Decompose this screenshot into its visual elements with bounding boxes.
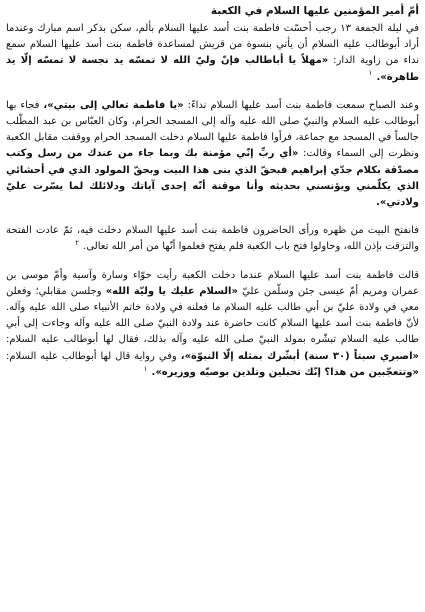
paragraph-2 — [6, 98, 419, 211]
paragraph-2-text-continued: فجاء بها أبوطالب عليه السلام والنبيّ صلى الله عليه وآله إلى المسجد الحرام، وكان العبّاس بن عبد المطّلب جالساً في المسجد مع جماعة، فرأوا فاطمة عليها السلام دخلت المسجد الحرام ووقفت مقابل الكعبة ونظرت إلى السماء وقالت: — [6, 99, 419, 160]
paragraph-4-text-narration: وفي رواية قال لها أبوطالب عليه السلام: — [6, 350, 177, 362]
paragraph-4-greeting: «السلام عليك يا وليّة الله» — [105, 285, 238, 297]
paragraph-2-text: وعند الصباح سمعت فاطمة بنت أسد عليها السلام نداءً: — [187, 99, 419, 111]
paragraph-4-text: قالت فاطمة بنت أسد عليها السلام عندما دخلت الكعبة رأيت حوّاء وسارة وآسية وأمّ موسى بن عمران ومريم أمّ عيسى جئن وسلّمن عليّ — [6, 269, 419, 297]
section-title: أمّ أمير المؤمنين عليها السلام في الكعبة — [210, 5, 419, 17]
footnote-marker[interactable]: ٢ — [75, 239, 79, 248]
paragraph-4 — [6, 268, 419, 381]
paragraph-4-text-continued: وجلسن مقابلي؛ وفعلن معي في ولادة عليّ بن أبي طالب عليه السلام ما فعلنه في ولادة خاتم الأنبياء صلى الله عليه وآله. لأنّ فاطمة بنت أسد عليها السلام كانت حاضرة عند ولادة النبيّ صلى الله عليه وآله وجاءت إلى أبي طالب عليه السلام تبشّره بمولد النبيّ صلى الله عليه وآله بذلك، فقال لها أبوطالب عليه السلام: — [6, 285, 419, 346]
paragraph-1 — [6, 21, 419, 86]
footnote-marker[interactable]: ١ — [143, 364, 148, 373]
paragraph-3-text: فانفتح البيت من ظهره ورأى الحاضرون فاطمة بنت أسد عليها السلام دخلت فيه، ثمّ عادت الفتحة والتزقت بإذن الله، وحاولوا فتح باب الكعبة فلم يفتح فعلموا أنّها من أمر الله تعالى. — [6, 225, 419, 253]
paragraph-1-quote: «مهلاً يا أباطالب فإنّ وليّ الله لا تمسّه يد نجسة لا تمسّه إلّا يد طاهرة». — [6, 55, 419, 83]
paragraph-3 — [6, 223, 419, 255]
paragraph-2-prayer: «أي ربِّ إنّي مؤمنة بك وبما جاء من عندك من رسل وكتب مصدّقة بكلام جدّي إبراهيم فبحقّ الذي بنى هذا البيت وبحقّ المولود الذي في أحشائي الذي يكلّمني ويؤنسني بحديثه وأنا موقنة أنّه إحدى آياتك ودلائلك لما يسّرت عليّ ولادتي». — [6, 148, 419, 209]
paragraph-4-quote-2: «وتتعجّبين من هذا؟ إنّك تحبلين وتلدين بوصيّه ووزيره». — [151, 366, 419, 378]
paragraph-2-quote: «يا فاطمة تعالي إلى بيتي»، — [43, 99, 184, 111]
paragraph-4-quote-1: «اصبري سبتاً (٣٠ سنة) أبشّرك بمثله إلّا النبوّة»، — [180, 350, 419, 362]
paragraph-1-text: في ليلة الجمعة ١٣ رجب أحسّت فاطمة بنت أسد عليها السلام بألم، سكن بذكر اسم مبارك وعندما أراد أبوطالب عليه السلام أن يأتي بنسوة من قريش لمساعدة فاطمة بنت أسد عليها السلام سمع نداء من زاوية الدار: — [6, 23, 419, 67]
footnote-marker[interactable]: ١ — [368, 69, 373, 78]
